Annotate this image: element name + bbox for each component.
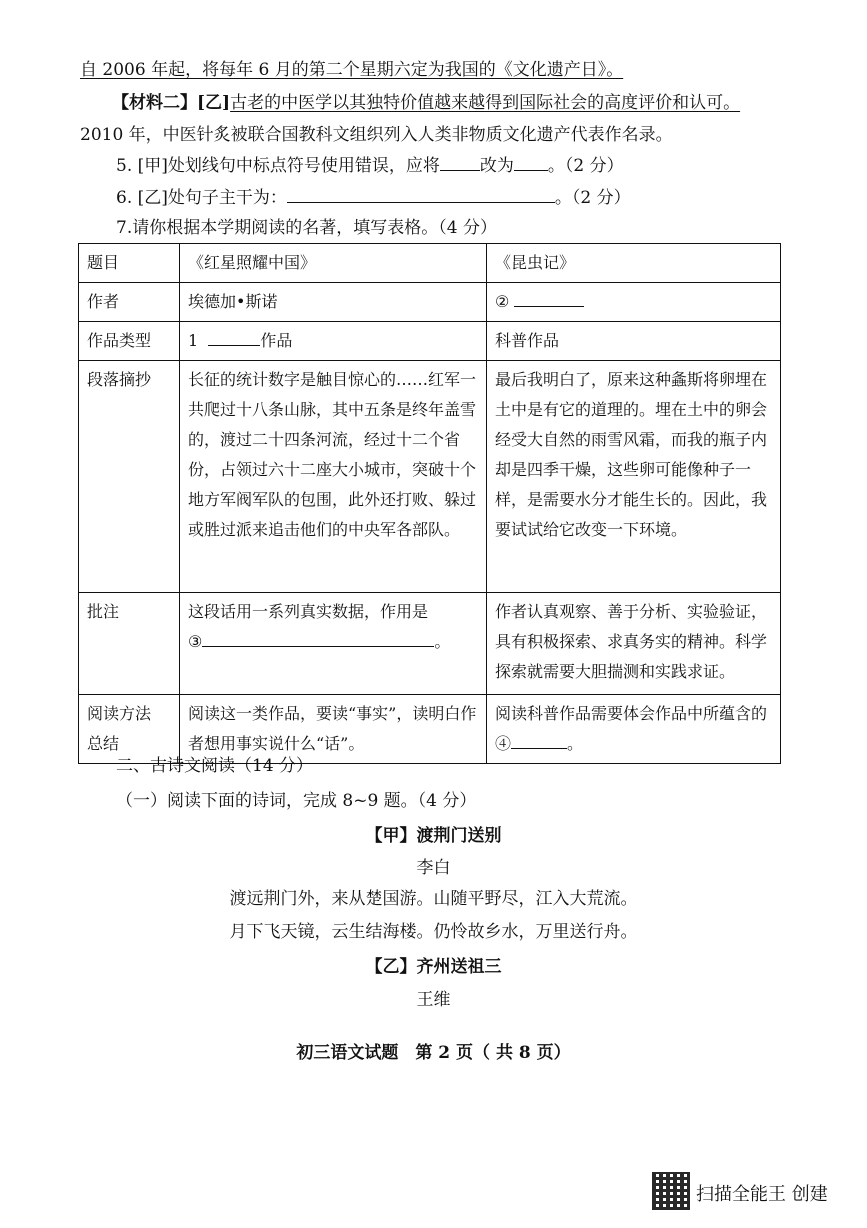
qr-code-icon	[652, 1172, 690, 1210]
method-label-1: 阅读方法	[87, 704, 152, 723]
poem-title: 【甲】渡荆门送别	[365, 826, 502, 846]
note-a-end: 。	[434, 632, 451, 651]
method-label-2: 总结	[87, 734, 120, 753]
question-5	[116, 151, 624, 176]
answer-blank[interactable]	[514, 156, 548, 171]
answer-blank[interactable]	[202, 632, 434, 647]
poem-author: 王维	[416, 990, 451, 1010]
answer-blank[interactable]	[511, 734, 567, 749]
question-5-text: 5. [甲]处划线句中标点符号使用错误，应将	[116, 156, 440, 176]
subsection-heading: （一）阅读下面的诗词，完成 8~9 题。（4 分）	[116, 791, 477, 811]
table-row	[79, 361, 781, 593]
note-a-blank-line	[188, 627, 478, 657]
blank-marker-2: ②	[495, 292, 510, 311]
cell-type-a	[180, 322, 487, 361]
answer-blank[interactable]	[514, 292, 584, 307]
blank-marker-3: ③	[188, 632, 203, 651]
cell-author-a: 埃德加•斯诺	[180, 283, 487, 322]
table-row	[79, 244, 781, 283]
answer-blank[interactable]	[440, 156, 480, 171]
row-label-note: 批注	[79, 593, 180, 695]
type-suffix: 作品	[260, 331, 293, 350]
row-label-type: 作品类型	[79, 322, 180, 361]
cell-title-a: 《红星照耀中国》	[180, 244, 487, 283]
method-b-text: 阅读科普作品需要体会作品中所蕴含的④	[495, 704, 768, 753]
material-two-line2: 2010 年，中医针炙被联合国教科文组织列入人类非物质文化遗产代表作名录。	[80, 125, 673, 145]
section-heading: 二、古诗文阅读（14 分）	[116, 756, 314, 776]
poem-line: 渡远荆门外，来从楚国游。山随平野尽，江入大荒流。	[229, 889, 638, 909]
poem-line: 月下飞天镜，云生结海楼。仍怜故乡水，万里送行舟。	[229, 922, 638, 942]
reading-table	[78, 243, 781, 764]
answer-blank[interactable]	[208, 331, 260, 346]
row-label-excerpt: 段落摘抄	[79, 361, 180, 593]
table-row	[79, 322, 781, 361]
row-label-author: 作者	[79, 283, 180, 322]
cell-title-b: 《昆虫记》	[487, 244, 781, 283]
question-6-score: 。（2 分）	[554, 188, 631, 208]
cell-excerpt-b: 最后我明白了，原来这种螽斯将卵埋在土中是有它的道理的。埋在土中的卵会经受大自然的雨雪风霜，而我的瓶子内却是四季干燥，这些卵可能像种子一样，是需要水分才能生长的。因此，我要试试给它改变一下环境。	[487, 361, 781, 593]
question-5-mid: 改为	[479, 156, 514, 176]
page-footer: 初三语文试题 第 2 页（ 共 8 页）	[296, 1043, 571, 1063]
cell-type-b: 科普作品	[487, 322, 781, 361]
question-6	[116, 183, 631, 208]
cell-note-a	[180, 593, 487, 695]
cell-author-b	[487, 283, 781, 322]
table-row	[79, 593, 781, 695]
cell-excerpt-a: 长征的统计数字是触目惊心的……红军一共爬过十八条山脉，其中五条是终年盖雪的，渡过二十四条河流，经过十二个省份，占领过六十二座大小城市，突破十个地方军阀军队的包围，此外还打败、躲过或胜过派来追击他们的中央军各部队。	[180, 361, 487, 593]
scanner-watermark: 扫描全能王 创建	[696, 1184, 828, 1205]
material-two-underlined-sentence: 古老的中医学以其独特价值越来越得到国际社会的高度评价和认可。	[230, 93, 741, 113]
table-row	[79, 283, 781, 322]
cell-method-a: 阅读这一类作品，要读“事实”，读明白作者想用事实说什么“话”。	[180, 695, 487, 764]
cell-note-b: 作者认真观察、善于分析、实验验证，具有积极探索、求真务实的精神。科学探索就需要大胆揣测和实践求证。	[487, 593, 781, 695]
blank-marker-1: 1	[188, 331, 199, 350]
question-5-score: 。（2 分）	[547, 156, 624, 176]
intro-sentence: 自 2006 年起，将每年 6 月的第二个星期六定为我国的《文化遗产日》。	[80, 60, 624, 80]
material-two-label: 【材料二】[乙]	[112, 93, 231, 113]
answer-blank[interactable]	[287, 188, 555, 203]
poem-author: 李白	[416, 858, 451, 878]
note-a-text: 这段话用一系列真实数据，作用是	[188, 602, 429, 621]
row-label-title: 题目	[79, 244, 180, 283]
method-b-end: 。	[567, 734, 584, 753]
cell-method-b	[487, 695, 781, 764]
material-two	[112, 88, 740, 113]
question-6-text: 6. [乙]处句子主干为：	[116, 188, 287, 208]
question-7: 7.请你根据本学期阅读的名著，填写表格。（4 分）	[116, 218, 497, 238]
poem-title: 【乙】齐州送祖三	[365, 957, 502, 977]
